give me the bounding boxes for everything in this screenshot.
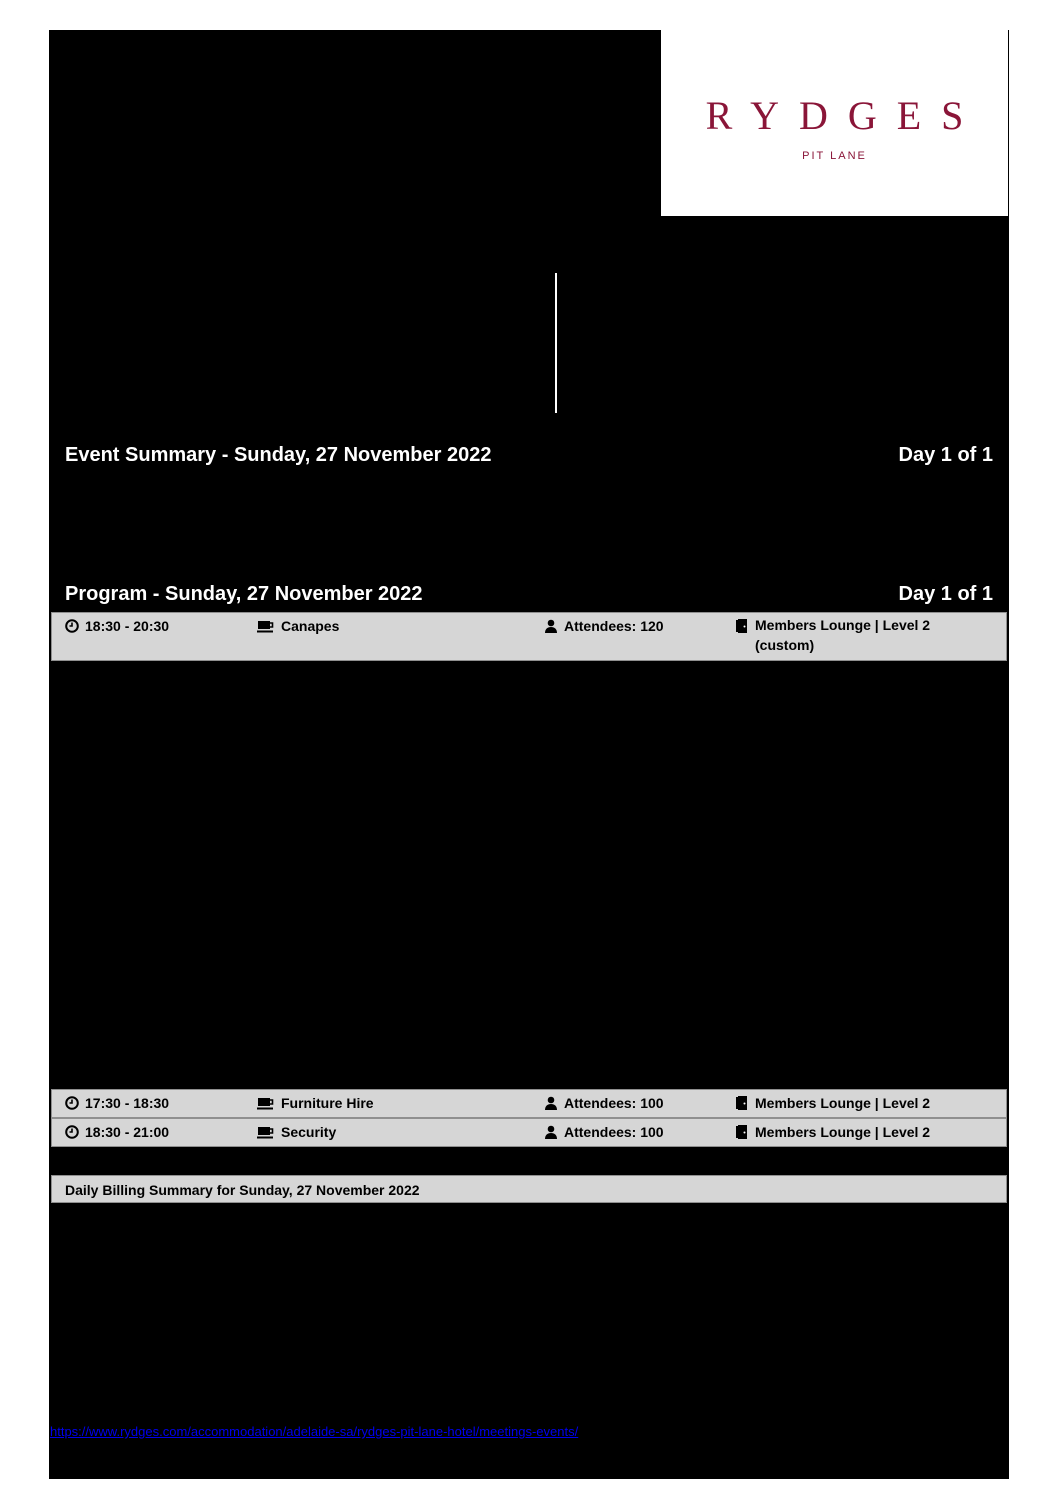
time-cell bbox=[65, 618, 169, 634]
logo-brand: RYDGES bbox=[705, 93, 984, 138]
attendees-cell bbox=[544, 618, 664, 634]
clock-icon bbox=[65, 1125, 79, 1139]
logo-location: PIT LANE bbox=[802, 150, 867, 162]
attendees-text: Attendees: 100 bbox=[564, 1095, 664, 1111]
user-icon bbox=[544, 1125, 558, 1139]
item-cell bbox=[257, 1124, 336, 1140]
program-title: Program - Sunday, 27 November 2022 bbox=[65, 583, 423, 605]
door-icon bbox=[735, 1125, 749, 1139]
divider bbox=[555, 273, 557, 413]
program-heading bbox=[65, 583, 993, 606]
time-cell bbox=[65, 1095, 169, 1111]
event-summary-day: Day 1 of 1 bbox=[898, 444, 993, 466]
attendees-text: Attendees: 100 bbox=[564, 1124, 664, 1140]
door-icon bbox=[735, 1096, 749, 1110]
clock-icon bbox=[65, 1096, 79, 1110]
page-background bbox=[49, 30, 1009, 1479]
clock-icon bbox=[65, 619, 79, 633]
time-text: 18:30 - 20:30 bbox=[85, 618, 170, 634]
room-text: Members Lounge | Level 2 bbox=[755, 1124, 931, 1140]
room-cell bbox=[735, 618, 930, 655]
time-text: 18:30 - 21:00 bbox=[85, 1124, 170, 1140]
item-text: Canapes bbox=[281, 618, 340, 634]
coffee-cup-icon bbox=[257, 1125, 275, 1139]
room-text: Members Lounge | Level 2 bbox=[755, 1095, 931, 1111]
room-note: (custom) bbox=[755, 637, 815, 653]
room-text: Members Lounge | Level 2 bbox=[755, 617, 931, 633]
door-icon bbox=[735, 619, 749, 633]
coffee-cup-icon bbox=[257, 1096, 275, 1110]
item-cell bbox=[257, 618, 339, 634]
coffee-cup-icon bbox=[257, 619, 275, 633]
attendees-cell bbox=[544, 1124, 664, 1140]
item-cell bbox=[257, 1095, 374, 1111]
user-icon bbox=[544, 619, 558, 633]
program-row bbox=[51, 1118, 1007, 1147]
user-icon bbox=[544, 1096, 558, 1110]
billing-summary-heading: Daily Billing Summary for Sunday, 27 November 2022 bbox=[51, 1175, 1007, 1203]
logo bbox=[661, 30, 1008, 216]
time-cell bbox=[65, 1124, 169, 1140]
program-row bbox=[51, 1089, 1007, 1118]
event-summary-heading bbox=[65, 444, 993, 467]
room-cell bbox=[735, 1095, 930, 1111]
time-text: 17:30 - 18:30 bbox=[85, 1095, 170, 1111]
attendees-text: Attendees: 120 bbox=[564, 618, 664, 634]
program-row bbox=[51, 612, 1007, 661]
attendees-cell bbox=[544, 1095, 664, 1111]
website-link[interactable]: https://www.rydges.com/accommodation/adelaide-sa/rydges-pit-lane-hotel/meetings-events/ bbox=[50, 1424, 579, 1439]
item-text: Furniture Hire bbox=[281, 1095, 374, 1111]
room-cell bbox=[735, 1124, 930, 1140]
item-text: Security bbox=[281, 1124, 337, 1140]
program-day: Day 1 of 1 bbox=[898, 583, 993, 605]
event-summary-title: Event Summary - Sunday, 27 November 2022 bbox=[65, 444, 492, 466]
